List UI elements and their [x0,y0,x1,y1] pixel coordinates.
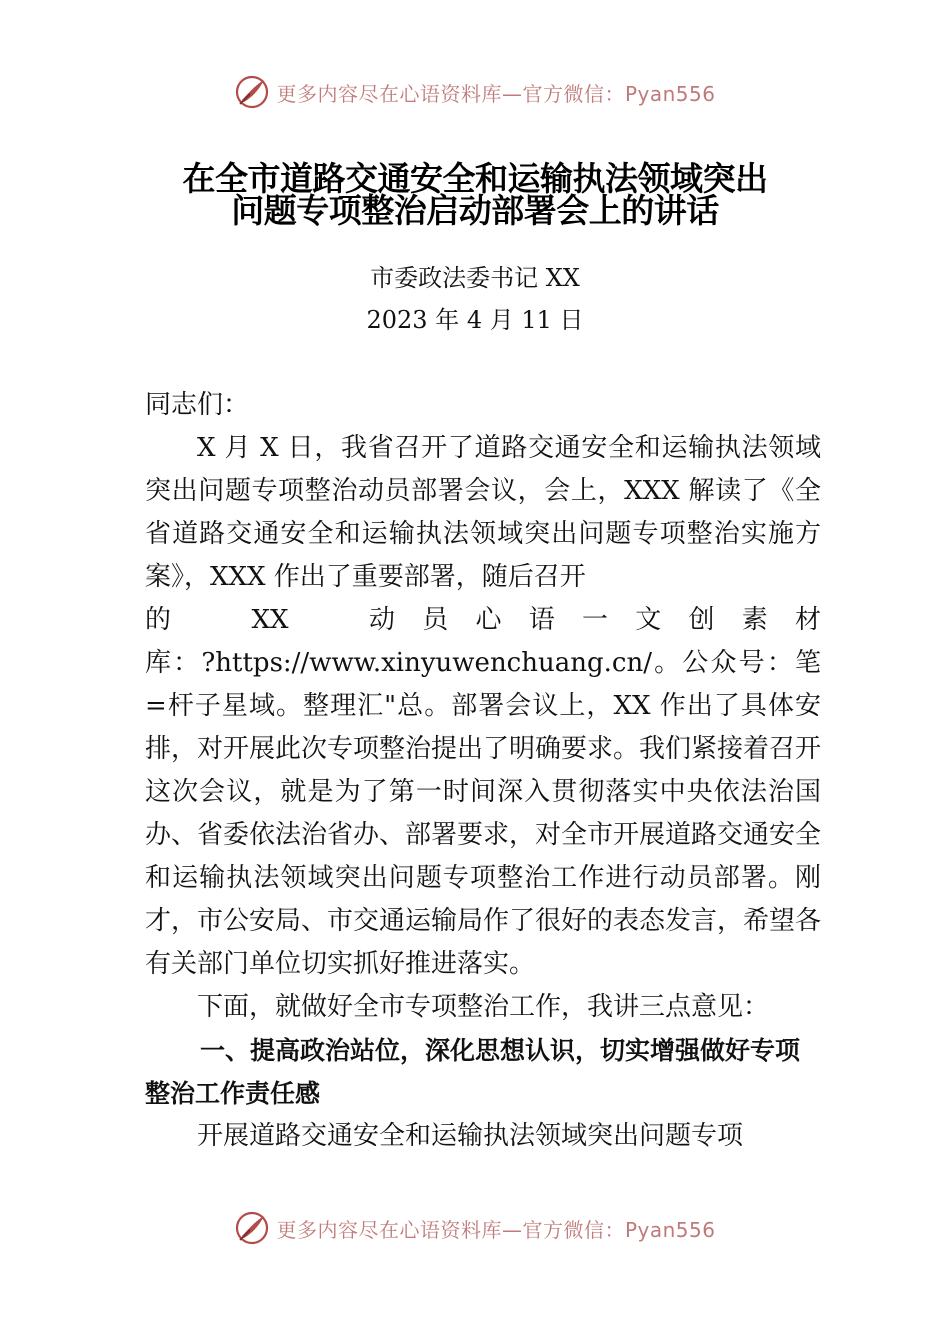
speech-date: 2023 年 4 月 11 日 [366,306,584,334]
section-heading-1: 一、提高政治站位，深化思想认识，切实增强做好专项整治工作责任感 [145,1036,801,1108]
document-title-line-1: 在全市道路交通安全和运输执法领域突出 [182,159,768,198]
speaker-byline: 市委政法委书记 XX [370,264,580,292]
speech-body [145,384,821,1158]
paragraph-3: 开展道路交通安全和运输执法领域突出问题专项 [197,1121,744,1151]
paragraph-1-part-a: X 月 X 日，我省召开了道路交通安全和运输执法领域突出问题专项整治动员部署会议，会上，XXX 解读了《全省道路交通安全和运输执法领域突出问题专项整治实施方案》，XXX 作出了重要部署，随后召开 [145,433,821,592]
watermark-text: 更多内容尽在心语资料库—官方微信：Pyan556 [276,81,716,106]
paragraph-1-spread-line: 的 XX 动员心语一文创素材 [145,605,821,635]
watermark-text: 更多内容尽在心语资料库—官方微信：Pyan556 [276,1217,716,1242]
salutation: 同志们： [145,390,250,420]
watermark-banner-top [0,72,950,112]
document-title-line-2: 问题专项整治启动部署会上的讲话 [231,191,719,230]
quill-leaf-logo-icon [234,74,270,110]
paragraph-2: 下面，就做好全市专项整治工作，我讲三点意见： [197,992,770,1022]
watermark-banner-bottom [0,1208,950,1248]
quill-leaf-logo-icon [234,1210,270,1246]
paragraph-1-part-b: 库：?https://www.xinyuwenchuang.cn/。公众号：笔=杆子星域。整理汇"总。部署会议上，XX 作出了具体安排，对开展此次专项整治提出了明确要求。我们紧接着召开这次会议，就是为了第一时间深入贯彻落实中央依法治国办、省委依法治省办、部署要求，对全市开展道路交通安全和运输执法领域突出问题专项整治工作进行动员部署。刚才，市公安局、市交通运输局作了很好的表态发言，希望各有关部门单位切实抓好推进落实。 [145,648,822,979]
